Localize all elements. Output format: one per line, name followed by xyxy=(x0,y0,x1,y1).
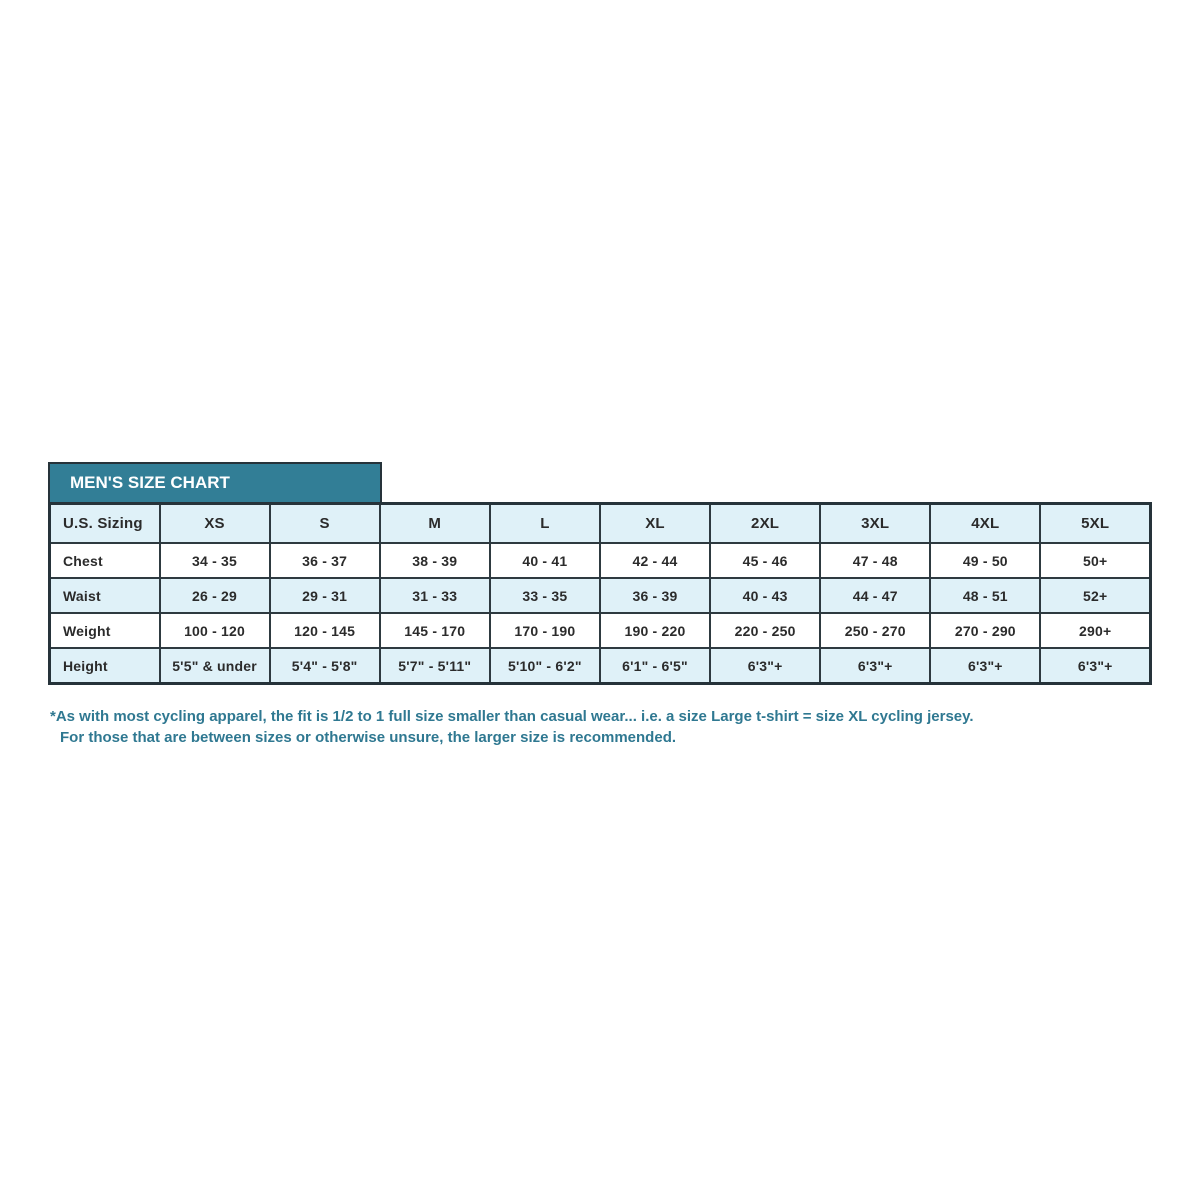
table-cell: 34 - 35 xyxy=(160,543,270,578)
table-cell: 38 - 39 xyxy=(380,543,490,578)
table-cell: 40 - 43 xyxy=(710,578,820,613)
table-cell: 33 - 35 xyxy=(490,578,600,613)
table-cell: 5'5" & under xyxy=(160,648,270,684)
table-cell: 6'3"+ xyxy=(710,648,820,684)
table-cell: 42 - 44 xyxy=(600,543,710,578)
row-label: Chest xyxy=(50,543,160,578)
table-row xyxy=(50,613,1151,648)
table-cell: 250 - 270 xyxy=(820,613,930,648)
table-cell: 44 - 47 xyxy=(820,578,930,613)
table-cell: 31 - 33 xyxy=(380,578,490,613)
table-row xyxy=(50,648,1151,684)
row-label: Waist xyxy=(50,578,160,613)
table-cell: 49 - 50 xyxy=(930,543,1040,578)
size-chart xyxy=(48,462,1154,685)
row-label: Weight xyxy=(50,613,160,648)
table-cell: 47 - 48 xyxy=(820,543,930,578)
table-cell: 120 - 145 xyxy=(270,613,380,648)
table-header-row xyxy=(50,504,1151,544)
column-header: M xyxy=(380,504,490,544)
column-header: 5XL xyxy=(1040,504,1150,544)
size-table xyxy=(48,502,1152,685)
table-cell: 50+ xyxy=(1040,543,1150,578)
table-row xyxy=(50,543,1151,578)
table-cell: 6'3"+ xyxy=(820,648,930,684)
column-header: S xyxy=(270,504,380,544)
table-cell: 145 - 170 xyxy=(380,613,490,648)
footnote-line-2: For those that are between sizes or otherwise unsure, the larger size is recommended. xyxy=(60,729,677,746)
table-cell: 45 - 46 xyxy=(710,543,820,578)
column-header: XL xyxy=(600,504,710,544)
table-cell: 5'10" - 6'2" xyxy=(490,648,600,684)
table-cell: 48 - 51 xyxy=(930,578,1040,613)
table-cell: 100 - 120 xyxy=(160,613,270,648)
table-cell: 170 - 190 xyxy=(490,613,600,648)
column-header: XS xyxy=(160,504,270,544)
table-cell: 5'7" - 5'11" xyxy=(380,648,490,684)
table-cell: 52+ xyxy=(1040,578,1150,613)
table-cell: 29 - 31 xyxy=(270,578,380,613)
table-cell: 220 - 250 xyxy=(710,613,820,648)
column-header: L xyxy=(490,504,600,544)
table-cell: 6'3"+ xyxy=(1040,648,1150,684)
table-cell: 26 - 29 xyxy=(160,578,270,613)
table-cell: 190 - 220 xyxy=(600,613,710,648)
chart-title: MEN'S SIZE CHART xyxy=(48,462,382,502)
table-cell: 5'4" - 5'8" xyxy=(270,648,380,684)
table-cell: 40 - 41 xyxy=(490,543,600,578)
column-header: 2XL xyxy=(710,504,820,544)
table-cell: 36 - 39 xyxy=(600,578,710,613)
footnote-line-1: *As with most cycling apparel, the fit is 1/2 to 1 full size smaller than casual wear... i.e. a size Large t-shirt = size XL cycling jersey. xyxy=(50,708,974,725)
table-cell: 6'1" - 6'5" xyxy=(600,648,710,684)
row-label: Height xyxy=(50,648,160,684)
table-cell: 290+ xyxy=(1040,613,1150,648)
column-header: 3XL xyxy=(820,504,930,544)
table-cell: 36 - 37 xyxy=(270,543,380,578)
column-header: U.S. Sizing xyxy=(50,504,160,544)
table-cell: 6'3"+ xyxy=(930,648,1040,684)
sizing-footnote xyxy=(50,706,1170,748)
table-cell: 270 - 290 xyxy=(930,613,1040,648)
column-header: 4XL xyxy=(930,504,1040,544)
table-row xyxy=(50,578,1151,613)
